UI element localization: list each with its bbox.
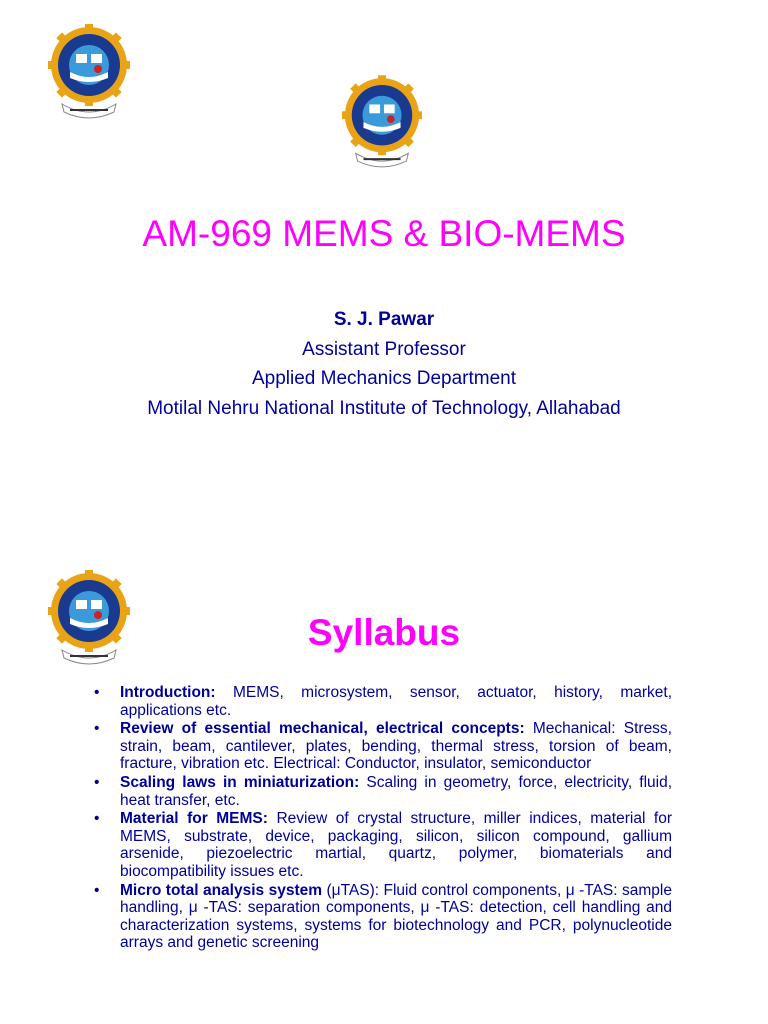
- bullet: •: [94, 773, 100, 791]
- list-item: [94, 810, 672, 880]
- course-title: AM-969 MEMS & BIO-MEMS: [142, 213, 626, 254]
- list-item: [94, 882, 672, 952]
- item-heading: Review of essential mechanical, electrical concepts:: [120, 720, 525, 738]
- item-heading: Introduction:: [120, 684, 216, 701]
- list-item: [94, 684, 672, 719]
- item-text: Mechanical: Stress, strain, beam, cantilever, plates, bending, thermal stress, torsion of beam, fracture, vibration etc. Electrical: Conductor, insulator, semiconductor: [120, 720, 672, 773]
- syllabus-title: Syllabus: [307, 612, 461, 653]
- item-text: Scaling in geometry, force, electricity, fluid, heat transfer, etc.: [120, 773, 673, 809]
- bullet: •: [94, 684, 100, 701]
- item-heading: Material for MEMS:: [120, 810, 268, 828]
- syllabus-list: [94, 684, 672, 953]
- bullet: •: [94, 810, 100, 828]
- author-position: Assistant Professor: [302, 338, 466, 360]
- list-item: [94, 774, 672, 809]
- author-institute: Motilal Nehru National Institute of Technology, Allahabad: [147, 397, 621, 419]
- author-block: [0, 305, 768, 423]
- author-name: S. J. Pawar: [333, 309, 435, 330]
- institute-logo: [48, 24, 130, 124]
- item-text: (μTAS): Fluid control components, μ -TAS: sample handling, μ -TAS: separation components, μ -TAS: detection, cell handling and characterization systems, systems for biotechnology and PCR, polynucleotide arrays and genetic screening: [120, 881, 672, 952]
- item-text: MEMS, microsystem, sensor, actuator, history, market, applications etc.: [120, 684, 672, 719]
- institute-logo: [342, 74, 422, 174]
- list-item: [94, 720, 672, 773]
- bullet: •: [94, 881, 100, 899]
- item-heading: Scaling laws in miniaturization:: [120, 773, 360, 791]
- item-text: Review of crystal structure, miller indices, material for MEMS, substrate, device, packaging, silicon, silicon compound, gallium arsenide, piezoelectric martial, quartz, polymer, biomaterials and biocompatibility issues etc.: [120, 810, 672, 880]
- item-heading: Micro total analysis system: [120, 881, 323, 899]
- bullet: •: [94, 720, 100, 738]
- author-department: Applied Mechanics Department: [251, 368, 517, 389]
- syllabus-slide: [0, 512, 768, 1024]
